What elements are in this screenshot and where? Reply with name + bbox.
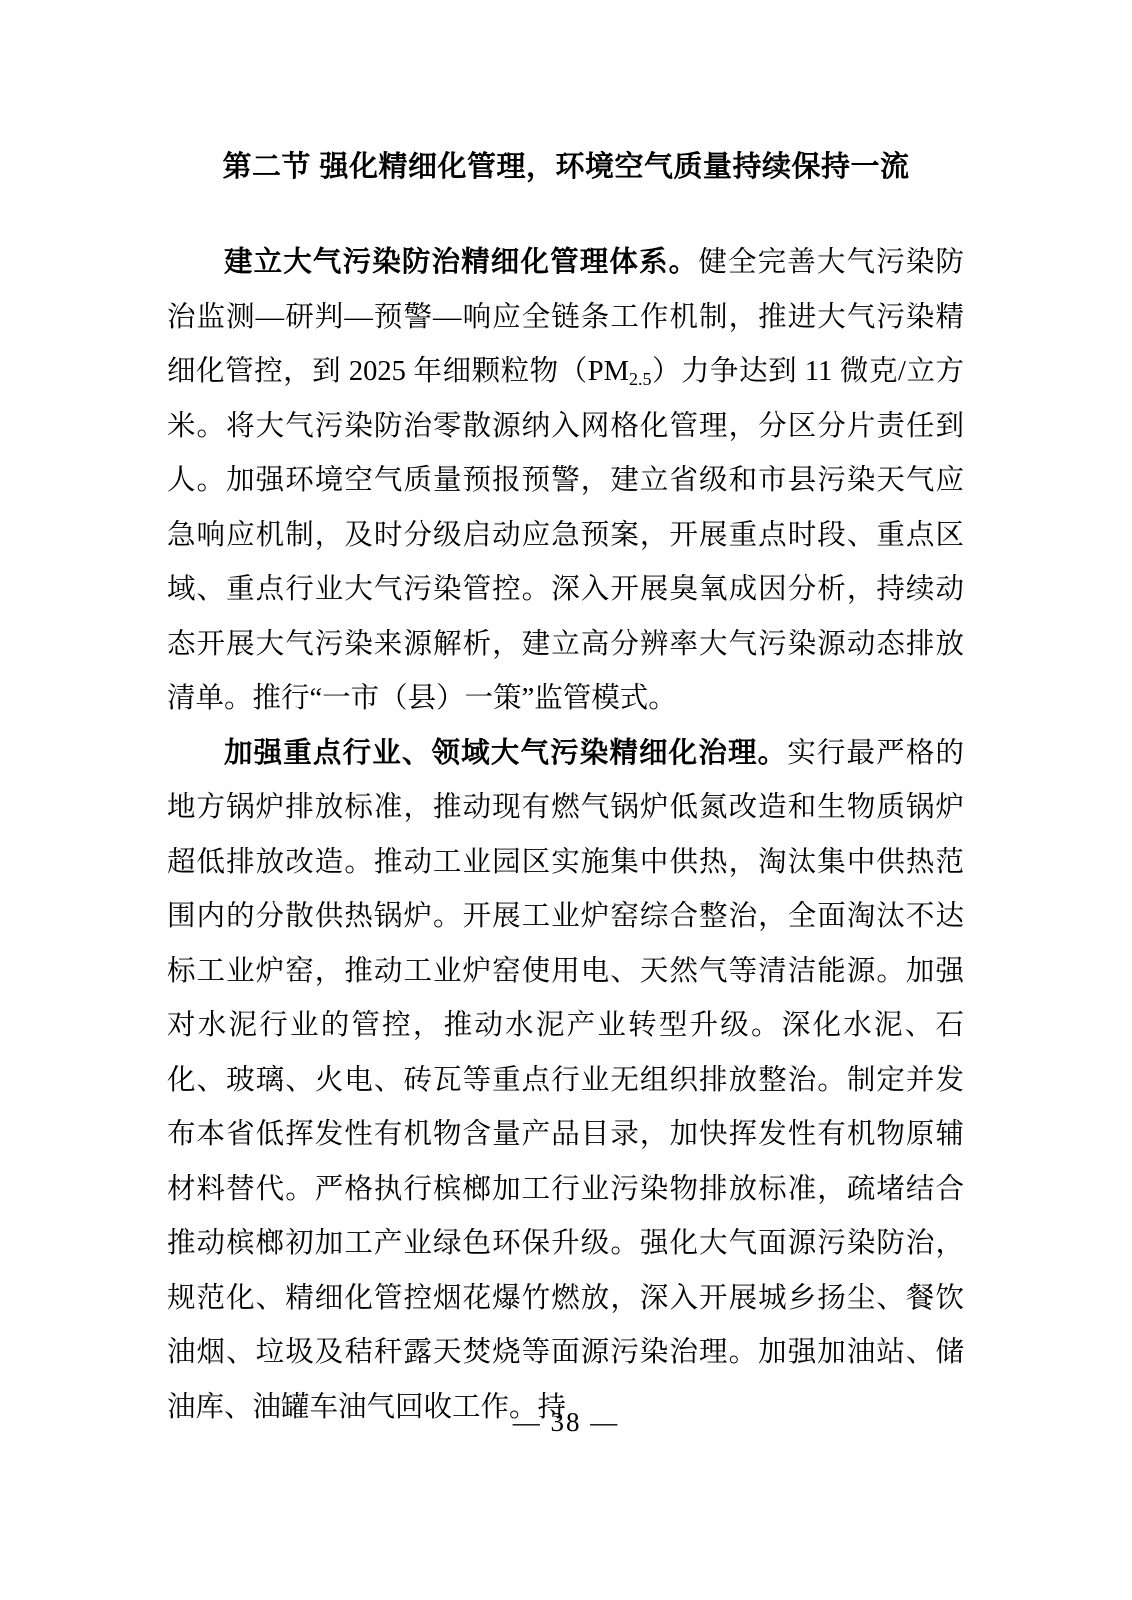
paragraph-lead: 建立大气污染防治精细化管理体系。 [224,247,699,278]
paragraph-text: 实行最严格的地方锅炉排放标准，推动现有燃气锅炉低氮改造和生物质锅炉超低排放改造。推动工业园区实施集中供热，淘汰集中供热范围内的分散供热锅炉。开展工业炉窑综合整治，全面淘汰不达标工业炉窑，推动工业炉窑使用电、天然气等清洁能源。加强对水泥行业的管控，推动水泥产业转型升级。深化水泥、石化、玻璃、火电、砖瓦等重点行业无组织排放整治。制定并发布本省低挥发性有机物含量产品目录，加快挥发性有机物原辅材料替代。严格执行槟榔加工行业污染物排放标准，疏堵结合推动槟榔初加工产业绿色环保升级。强化大气面源污染防治，规范化、精细化管控烟花爆竹燃放，深入开展城乡扬尘、餐饮油烟、垃圾及秸秆露天焚烧等面源污染治理。加强加油站、储油库、油罐车油气回收工作。持 [167,737,964,1423]
body-paragraph [167,727,964,1436]
section-title: 第二节 强化精细化管理，环境空气质量持续保持一流 [222,151,910,183]
paragraph-lead: 加强重点行业、领域大气污染精细化治理。 [224,737,788,769]
paragraph-text: ）力争达到 11 微克/立方米。将大气污染防治零散源纳入网格化管理，分区分片责任到人。加强环境空气质量预报预警，建立省级和市县污染天气应急响应机制，及时分级启动应急预案，开展重点时段、重点区域、重点行业大气污染管控。深入开展臭氧成因分析，持续动态开展大气污染来源解析，建立高分辨率大气污染源动态排放清单。推行“一市（县）一策”监管模式。 [167,356,964,714]
page-number: — 38 — [512,1407,620,1437]
document-body [167,236,964,1435]
body-paragraph [167,236,964,727]
paragraph-text: 健全完善大气污染防治监测—研判—预警—响应全链条工作机制，推进大气污染精细化管控，到 2025 年细颗粒物（PM [167,247,964,387]
pm25-subscript: 2.5 [628,369,652,389]
